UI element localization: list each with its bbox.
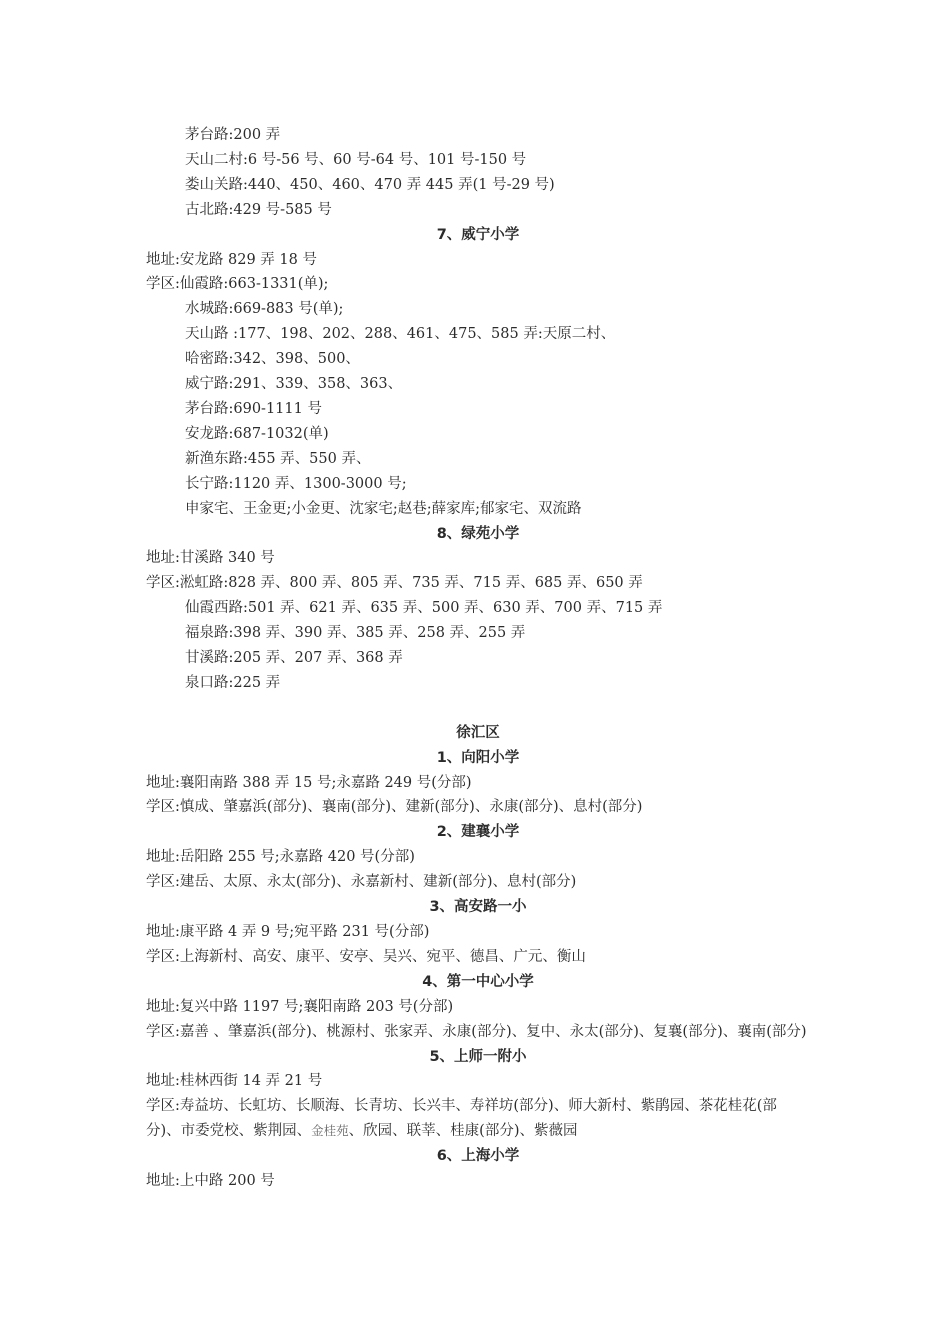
district-line: 泉口路:225 弄 (185, 674, 281, 691)
district-text: 学区:寿益坊、长虹坊、长顺海、长青坊、长兴丰、寿祥坊(部分)、师大新村、紫鹃园、茶花桂花(部分)、市委党校、紫荆园、 (146, 1098, 777, 1140)
school-heading: 7、威宁小学 (436, 226, 520, 243)
district-line: 茅台路:200 弄 (185, 127, 281, 143)
district-line: 福泉路:398 弄、390 弄、385 弄、258 弄、255 弄 (185, 625, 526, 642)
school-district: 学区:上海新村、高安、康平、安亭、吴兴、宛平、德昌、广元、衡山 (146, 948, 586, 965)
school-address: 地址:复兴中路 1197 号;襄阳南路 203 号(分部) (146, 998, 454, 1015)
blank-line (146, 696, 810, 721)
school-heading: 3、高安路一小 (429, 899, 527, 916)
district-line: 新渔东路:455 弄、550 弄、 (185, 450, 371, 467)
district-line: 仙霞西路:501 弄、621 弄、635 弄、500 弄、630 弄、700 弄、715 弄 (185, 600, 663, 617)
school-heading: 6、上海小学 (436, 1148, 520, 1165)
district-line: 古北路:429 号-585 号 (185, 201, 332, 218)
district-text-small: 金桂苑 (311, 1123, 349, 1139)
school-address: 地址:岳阳路 255 号;永嘉路 420 号(分部) (146, 849, 415, 866)
school-district: 学区:建岳、太原、永太(部分)、永嘉新村、建新(部分)、息村(部分) (146, 874, 577, 891)
district-line: 申家宅、王金更;小金更、沈家宅;赵巷;薛家库;郁家宅、双流路 (185, 500, 582, 517)
district-line: 威宁路:291、339、358、363、 (185, 376, 403, 393)
school-district: 学区:嘉善 、肇嘉浜(部分)、桃源村、张家弄、永康(部分)、复中、永太(部分)、复襄(部分)、襄南(部分) (146, 1023, 807, 1040)
school-heading: 8、绿苑小学 (436, 525, 520, 542)
document-page (146, 123, 810, 1194)
district-text: 、欣园、联莘、桂康(部分)、紫薇园 (348, 1123, 578, 1140)
school-district: 学区:慎成、肇嘉浜(部分)、襄南(部分)、建新(部分)、永康(部分)、息村(部分) (146, 799, 643, 816)
school-address: 地址:上中路 200 号 (146, 1173, 275, 1190)
school-heading: 4、第一中心小学 (422, 973, 534, 990)
school-address: 地址:安龙路 829 弄 18 号 (146, 251, 317, 268)
school-heading: 5、上师一附小 (429, 1048, 527, 1065)
district-line: 茅台路:690-1111 号 (185, 400, 322, 417)
school-heading: 1、向阳小学 (436, 749, 520, 766)
school-heading: 2、建襄小学 (436, 824, 520, 841)
school-address: 地址:甘溪路 340 号 (146, 550, 275, 567)
school-address: 地址:襄阳南路 388 弄 15 号;永嘉路 249 号(分部) (146, 774, 472, 791)
school-district: 学区:仙霞路:663-1331(单); (146, 276, 329, 293)
district-line: 天山二村:6 号-56 号、60 号-64 号、101 号-150 号 (185, 151, 527, 168)
district-line: 天山路 :177、198、202、288、461、475、585 弄:天原二村、 (185, 326, 616, 343)
district-line: 长宁路:1120 弄、1300-3000 号; (185, 475, 407, 492)
school-address: 地址:桂林西街 14 弄 21 号 (146, 1073, 323, 1090)
school-address: 地址:康平路 4 弄 9 号;宛平路 231 号(分部) (146, 923, 430, 940)
district-line: 甘溪路:205 弄、207 弄、368 弄 (185, 650, 403, 667)
school-district (146, 1094, 810, 1144)
district-line: 娄山关路:440、450、460、470 弄 445 弄(1 号-29 号) (185, 176, 555, 193)
district-title: 徐汇区 (456, 724, 500, 741)
school-district: 学区:淞虹路:828 弄、800 弄、805 弄、735 弄、715 弄、685 弄、650 弄 (146, 575, 643, 592)
district-line: 安龙路:687-1032(单) (185, 425, 329, 442)
district-line: 哈密路:342、398、500、 (185, 351, 360, 368)
district-line: 水城路:669-883 号(单); (185, 301, 344, 318)
